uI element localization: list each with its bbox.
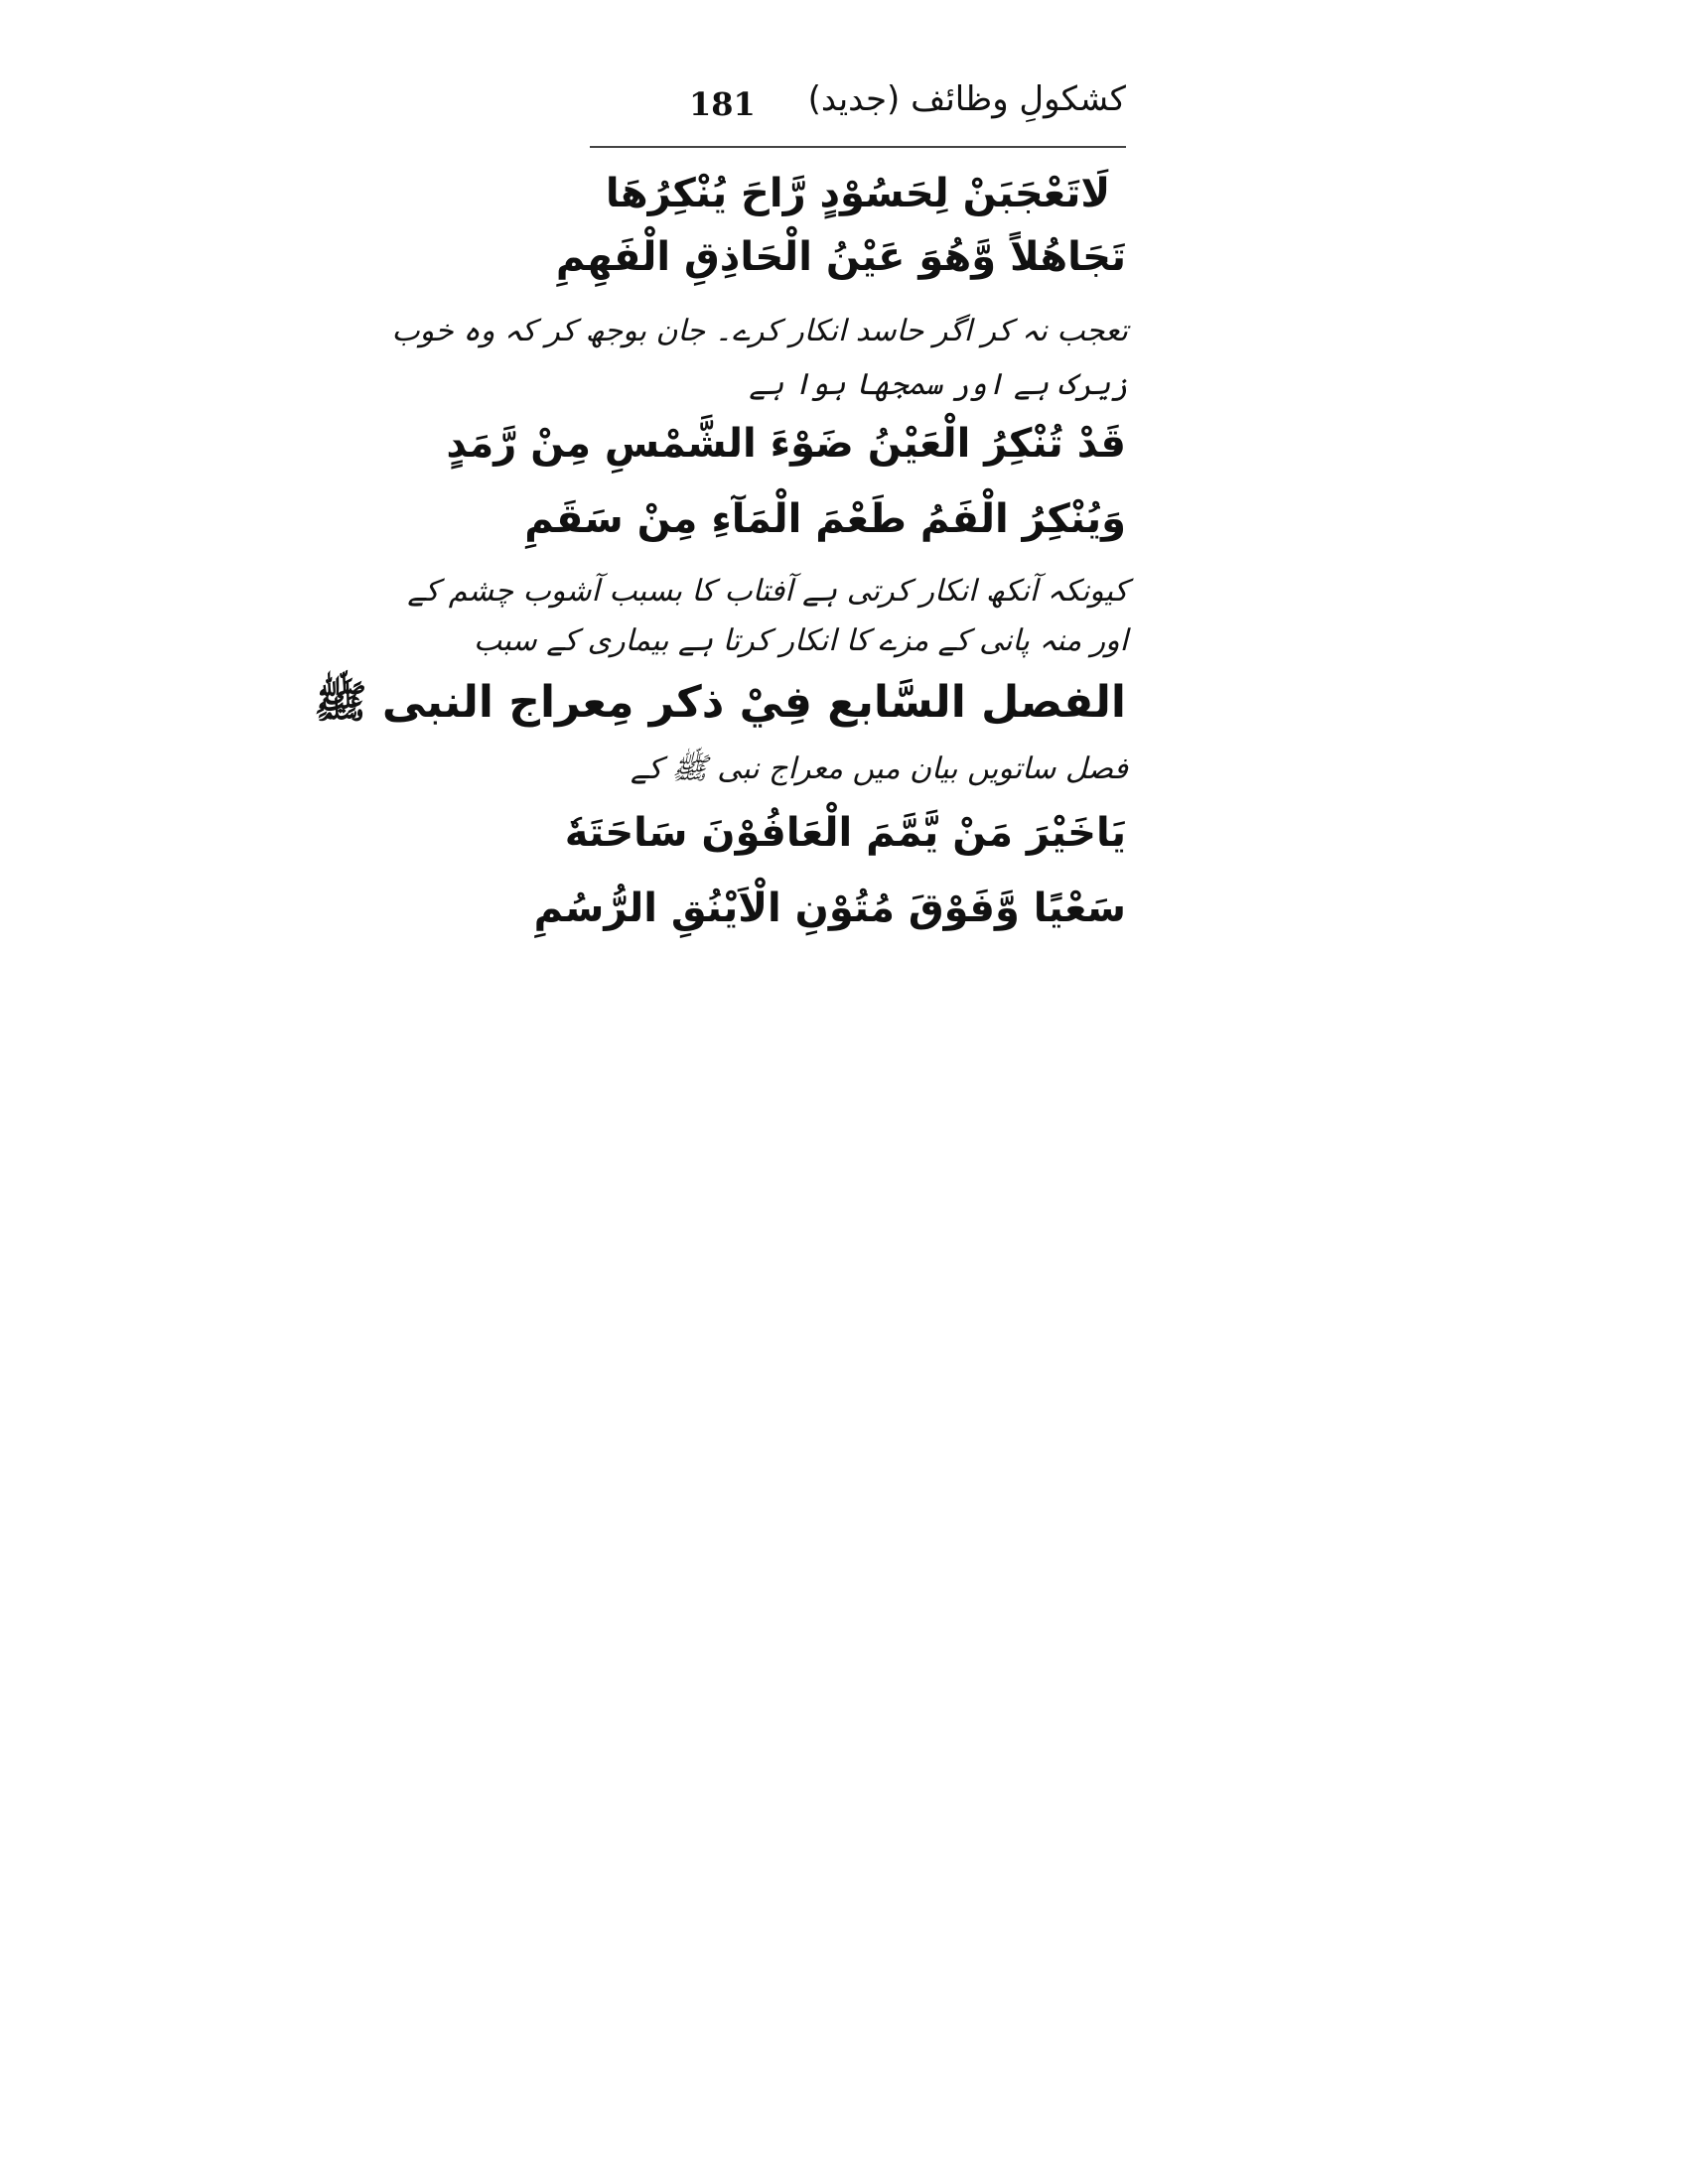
translation-1-line-1: تعجب نہ کر اگر حاسد انکار کرے۔ جان بوجھ کر کہ وہ خوب bbox=[391, 314, 1128, 348]
page-header bbox=[590, 79, 1126, 139]
section-subheading: فصل ساتویں بیان میں معراج نبی ﷺ کے bbox=[631, 751, 1128, 786]
page-number: 181 bbox=[689, 85, 756, 123]
verse-2-line-2: وَيُنْكِرُ الْفَمُ طَعْمَ الْمَآءِ مِنْ سَقَمِ bbox=[524, 496, 1126, 542]
verse-2-line-1: قَدْ تُنْكِرُ الْعَيْنُ ضَوْءَ الشَّمْسِ مِنْ رَّمَدٍ bbox=[446, 421, 1126, 467]
section-heading: الفصل السَّابع فِيْ ذکر مِعراج النبی ﷺ bbox=[314, 677, 1126, 728]
header-divider bbox=[590, 146, 1126, 148]
verse-1-line-1: لَاتَعْجَبَنْ لِحَسُوْدٍ رَّاحَ يُنْكِرُهَا bbox=[605, 171, 1111, 216]
book-title: کشکولِ وظائف (جدید) bbox=[807, 79, 1126, 119]
verse-3-line-2: سَعْيًا وَّفَوْقَ مُتُوْنِ الْاَيْنُقِ الرُّسُمِ bbox=[533, 886, 1126, 931]
verse-3-line-1: يَاخَيْرَ مَنْ يَّمَّمَ الْعَافُوْنَ سَاحَتَهٗ bbox=[564, 810, 1126, 856]
translation-2-line-2: اور منہ پانی کے مزے کا انکار کرتا ہے بیماری کے سبب bbox=[474, 623, 1128, 658]
translation-1-line-2: زیرک ہے اور سمجھا ہوا ہے bbox=[749, 367, 1128, 402]
translation-2-line-1: کیونکہ آنکھ انکار کرتی ہے آفتاب کا بسبب آشوب چشم کے bbox=[407, 574, 1128, 609]
verse-1-line-2: تَجَاهُلاً وَّهُوَ عَيْنُ الْحَاذِقِ الْفَهِمِ bbox=[555, 234, 1126, 280]
